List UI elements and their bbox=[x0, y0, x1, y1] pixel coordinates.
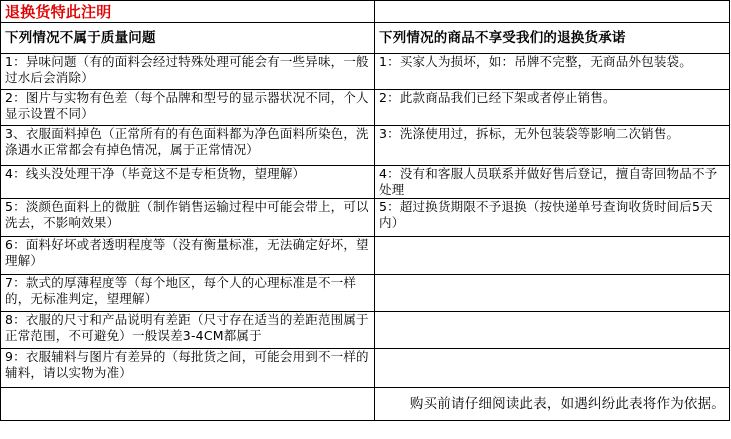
left-item-2: 2：图片与实物有色差（每个品牌和型号的显示器状况不同，个人显示设置不同） bbox=[1, 90, 375, 126]
header-not-quality-issue: 下列情况不属于质量问题 bbox=[1, 23, 375, 54]
left-item-1: 1：异味问题（有的面料会经过特殊处理可能会有一些异味，一般过水后会消除） bbox=[1, 54, 375, 90]
footer-row bbox=[1, 388, 730, 421]
left-item-5: 5：淡颜色面料上的微脏（制作销售运输过程中可能会带上，可以洗去，不影响效果） bbox=[1, 199, 375, 237]
header-row bbox=[1, 23, 730, 54]
right-item-4: 4：没有和客服人员联系并做好售后登记，擅自寄回物品不予处理 bbox=[375, 166, 730, 199]
policy-title: 退换货特此注明 bbox=[1, 1, 375, 23]
table-row bbox=[1, 166, 730, 199]
right-item-3: 3：洗涤使用过，拆标，无外包装袋等影响二次销售。 bbox=[375, 126, 730, 166]
left-item-4: 4：线头没处理干净（毕竟这不是专柜货物，望理解） bbox=[1, 166, 375, 199]
table-row bbox=[1, 199, 730, 237]
table-row bbox=[1, 237, 730, 275]
right-empty-cell bbox=[375, 349, 730, 388]
table-row bbox=[1, 54, 730, 90]
left-footer-empty-cell bbox=[1, 388, 375, 421]
left-item-9: 9：衣服辅料与图片有差异的（每批货之间，可能会用到不一样的辅料，请以实物为准） bbox=[1, 349, 375, 388]
table-row bbox=[1, 312, 730, 349]
right-item-2: 2：此款商品我们已经下架或者停止销售。 bbox=[375, 90, 730, 126]
header-no-return-cases: 下列情况的商品不享受我们的退换货承诺 bbox=[375, 23, 730, 54]
table-row bbox=[1, 126, 730, 166]
right-item-1: 1：买家人为损坏，如：吊牌不完整，无商品外包装袋。 bbox=[375, 54, 730, 90]
left-item-3: 3、衣服面料掉色（正常所有的有色面料都为净色面料所染色，洗涤遇水正常都会有掉色情况，属于正常情况） bbox=[1, 126, 375, 166]
left-item-8: 8：衣服的尺寸和产品说明有差距（尺寸存在适当的差距范围属于正常范围，不可避免）一般误差3-4CM都属于 bbox=[1, 312, 375, 349]
right-empty-cell bbox=[375, 237, 730, 275]
footer-note: 购买前请仔细阅读此表，如遇纠纷此表将作为依据。 bbox=[375, 388, 730, 421]
table-row bbox=[1, 349, 730, 388]
left-item-7: 7：款式的厚薄程度等（每个地区，每个人的心理标准是不一样的，无标准判定，望理解） bbox=[1, 275, 375, 312]
right-empty-cell bbox=[375, 275, 730, 312]
right-empty-cell bbox=[375, 312, 730, 349]
right-item-5: 5：超过换货期限不予退换（按快递单号查询收货时间后5天内） bbox=[375, 199, 730, 237]
title-row bbox=[1, 1, 730, 23]
title-row-empty-cell bbox=[375, 1, 730, 23]
table-row bbox=[1, 90, 730, 126]
left-item-6: 6：面料好坏或者透明程度等（没有衡量标准，无法确定好坏，望理解） bbox=[1, 237, 375, 275]
table-row bbox=[1, 275, 730, 312]
